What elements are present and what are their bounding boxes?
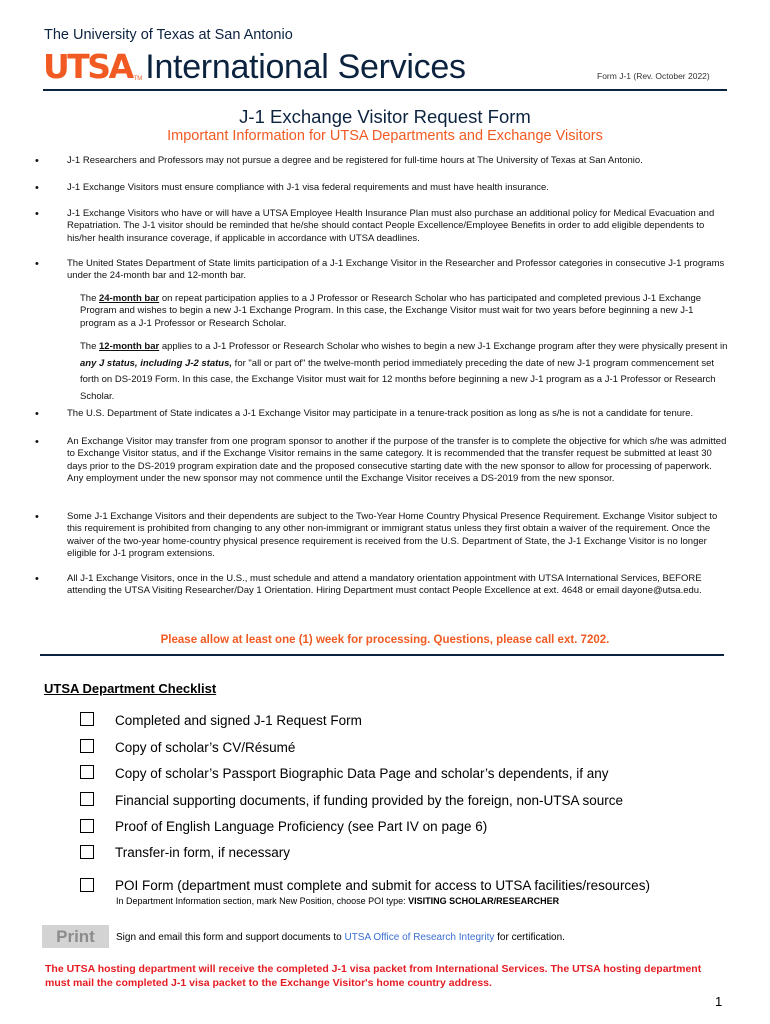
processing-note: Please allow at least one (1) week for processing. Questions, please call ext. 7202.	[160, 634, 610, 646]
page-subtitle: Important Information for UTSA Departments and Exchange Visitors	[167, 128, 603, 144]
checkbox-cv[interactable]	[80, 739, 94, 753]
page-number: 1	[715, 994, 723, 1009]
poi-note	[116, 896, 559, 906]
bar-24-pre: The	[80, 293, 100, 304]
bullet-degree: • J-1 Researchers and Professors may not pursue a degree and be registered for full-time hours at The University of Texas at San Antonio.	[67, 155, 729, 167]
logo-department: International Services	[145, 48, 466, 86]
bullet-transfer: • An Exchange Visitor may transfer from one program sponsor to another if the purpose of the transfer is to complete the objective for which s/he was admitted to Exchange Visitor status, and if the Exchange Visitor remains in the same category. It is recommended that the transfer request be submitted at least 30 days prior to the DS-2019 program expiration date and the proposed consecutive starting date with the new sponsor to allow for processing of paperwork. Any employment under the new sponsor may not commence until the Exchange Visitor receives a DS-2019 from the new sponsor.	[67, 436, 729, 485]
bar-12-text1: applies to a J-1 Professor or Research Scholar who wishes to begin a new J-1 Exchange program after they were physically present in	[159, 341, 728, 352]
bar-12-paragraph	[80, 339, 730, 405]
checklist-item-transfer: Transfer-in form, if necessary	[115, 845, 291, 860]
header-rule	[43, 89, 727, 91]
checklist-heading: UTSA Department Checklist	[44, 681, 217, 696]
checkbox-request-form[interactable]	[80, 712, 94, 726]
checklist-item-passport: Copy of scholar’s Passport Biographic Data Page and scholar’s dependents, if any	[115, 766, 609, 781]
sign-pre: Sign and email this form and support documents to	[116, 932, 345, 943]
bar-12-pre: The	[80, 341, 100, 352]
checklist-item-financial: Financial supporting documents, if funding provided by the foreign, non-UTSA source	[115, 793, 624, 808]
research-integrity-link[interactable]: UTSA Office of Research Integrity	[344, 932, 495, 943]
bullet-tenure: • The U.S. Department of State indicates a J-1 Exchange Visitor may participate in a tenure-track position as long as s/he is not a candidate for tenure.	[67, 408, 729, 420]
page-title: J-1 Exchange Visitor Request Form	[239, 106, 531, 127]
logo-trademark: TM	[133, 76, 143, 82]
sign-instructions	[116, 932, 565, 943]
checklist-item-english: Proof of English Language Proficiency (see Part IV on page 6)	[115, 819, 488, 834]
logo-utsa-text: UTSA	[43, 47, 132, 86]
bar-24-paragraph	[80, 293, 730, 330]
poi-note-text: In Department Information section, mark New Position, choose POI type:	[116, 896, 409, 906]
checkbox-poi[interactable]	[80, 878, 94, 892]
poi-note-type: VISITING SCHOLAR/RESEARCHER	[408, 896, 560, 906]
hosting-department-note: The UTSA hosting department will receive the completed J-1 visa packet from International Services. The UTSA hosting department must mail the completed J-1 visa packet to the Exchange Visitor's home country address.	[45, 963, 702, 989]
bar-24-text: on repeat participation applies to a J Professor or Research Scholar who has participated and completed previous J-1 Exchange Program and wishes to begin a new J-1 Exchange Program. In this case, the Exchange Visitor must wait for two years before beginning a new J-1 program as a J-1 Professor or Research Scholar.	[80, 293, 702, 329]
checkbox-passport[interactable]	[80, 765, 94, 779]
checklist-item-request-form: Completed and signed J-1 Request Form	[115, 713, 362, 728]
bar-12-term: 12-month bar	[99, 341, 160, 352]
form-id: Form J-1 (Rev. October 2022)	[597, 71, 710, 81]
bar-12-text2: for "all or part of" the twelve-month period immediately preceding the date of new J-1 program commencement set forth on DS-2019 Form. In this case, the Exchange Visitor must wait for 12 months before beginning a new J-1 program as a J-1 Professor or Research Scholar.	[80, 357, 716, 402]
checkbox-transfer[interactable]	[80, 845, 94, 859]
bar-12-emphasis: any J status, including J-2 status,	[80, 357, 233, 369]
checklist-item-poi: POI Form (department must complete and submit for access to UTSA facilities/resources)	[115, 878, 650, 893]
checkbox-english[interactable]	[80, 819, 94, 833]
checklist-item-cv: Copy of scholar’s CV/Résumé	[115, 740, 296, 755]
university-name: The University of Texas at San Antonio	[44, 27, 293, 43]
bullet-two-year-rule: • Some J-1 Exchange Visitors and their dependents are subject to the Two-Year Home Country Physical Presence Requirement. Exchange Visitor subject to this requirement is prohibited from changing to any other non-immigrant or immigrant status unless they first obtain a waiver of the requirement. Once the waiver of the two-year home-country physical presence requirement is received from the U.S. Department of State, the J-1 Exchange Visitor is no longer eligible for J-1 program extensions.	[67, 511, 729, 560]
bullet-state-limits: • The United States Department of State limits participation of a J-1 Exchange Visitor in the Researcher and Professor categories in consecutive J-1 programs under the 24-month bar and 12-month bar.	[67, 258, 729, 283]
bar-24-term: 24-month bar	[99, 293, 160, 304]
checkbox-financial[interactable]	[80, 792, 94, 806]
utsa-logo	[43, 44, 466, 84]
section-rule	[40, 654, 724, 656]
bullet-insurance: • J-1 Exchange Visitors who have or will have a UTSA Employee Health Insurance Plan must also purchase an additional policy for Medical Evacuation and Repatriation. The J-1 visitor should be reminded that he/she should contact People Excellence/Employee Benefits in order to add eligible dependents to his/her health insurance coverage, if applicable in accordance with UTSA deadlines.	[67, 208, 729, 245]
bullet-compliance: • J-1 Exchange Visitors must ensure compliance with J-1 visa federal requirements and must have health insurance.	[67, 182, 729, 194]
sign-post: for certification.	[494, 932, 565, 943]
print-button[interactable]: Print	[42, 925, 109, 948]
bullet-orientation: • All J-1 Exchange Visitors, once in the U.S., must schedule and attend a mandatory orientation appointment with UTSA International Services, BEFORE attending the UTSA Visiting Researcher/Day 1 Orientation. Hiring Department must contact People Excellence at ext. 4648 or email dayone@utsa.edu.	[67, 573, 729, 598]
